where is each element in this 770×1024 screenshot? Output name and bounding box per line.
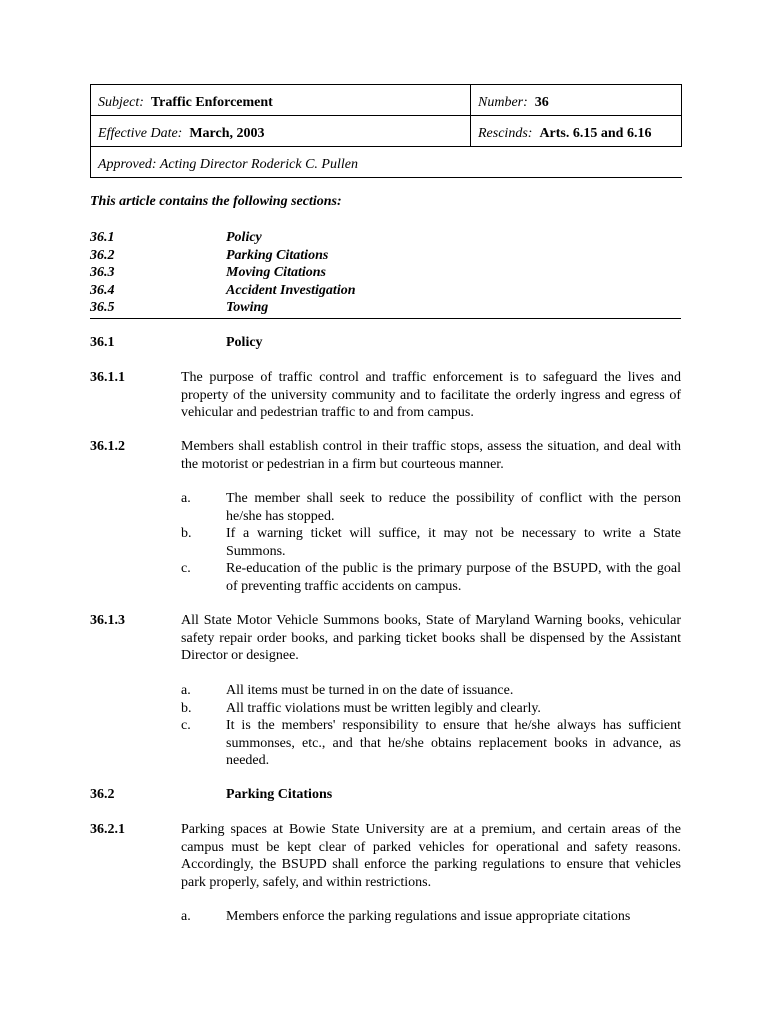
section-number: 36.2	[90, 787, 115, 802]
section-title: Parking Citations	[226, 787, 333, 802]
list-item	[181, 908, 681, 926]
item-letter: b.	[181, 526, 192, 541]
sublist-36-2-1	[181, 908, 681, 926]
paragraph-36-2-1	[90, 821, 681, 891]
toc-item	[90, 299, 681, 317]
item-text: The member shall seek to reduce the possibility of conflict with the person he/she has stopped.	[226, 491, 681, 524]
sublist-36-1-2	[181, 490, 681, 595]
item-text: Re-education of the public is the primary purpose of the BSUPD, with the goal of preventing traffic accidents on campus.	[226, 561, 681, 594]
toc-number: 36.5	[90, 300, 115, 315]
list-item	[181, 560, 681, 595]
number-value: 36	[534, 95, 549, 110]
sublist-36-1-3	[181, 682, 681, 770]
paragraph-text: Parking spaces at Bowie State University are at a premium, and certain areas of the campus must be kept clear of parked vehicles for operational and safety reasons. Accordingly, the BSUPD shall enforce the parking regulations to ensure that vehicles park properly, safely, and within restrictions.	[181, 822, 681, 890]
item-text: All items must be turned in on the date of issuance.	[226, 683, 514, 698]
header-row-approved	[91, 147, 682, 177]
effective-value: March, 2003	[189, 126, 265, 141]
number-label: Number:	[478, 95, 528, 110]
paragraph-36-1-3	[90, 612, 681, 665]
subject-label: Subject:	[98, 95, 144, 110]
toc-item	[90, 229, 681, 247]
paragraph-36-1-1	[90, 369, 681, 422]
item-letter: a.	[181, 909, 191, 924]
section-list	[90, 229, 681, 319]
toc-number: 36.4	[90, 282, 115, 298]
rescinds-label: Rescinds:	[478, 126, 533, 141]
header-row-subject	[91, 85, 682, 116]
item-letter: a.	[181, 683, 191, 698]
item-letter: c.	[181, 561, 191, 576]
item-letter: a.	[181, 491, 191, 506]
toc-title: Moving Citations	[226, 265, 326, 280]
toc-number: 36.1	[90, 230, 115, 245]
paragraph-number: 36.2.1	[90, 822, 125, 837]
header-row-effective	[91, 116, 682, 147]
toc-number: 36.3	[90, 265, 115, 280]
paragraph-number: 36.1.1	[90, 370, 125, 385]
toc-item	[90, 247, 681, 265]
toc-number: 36.2	[90, 247, 115, 263]
paragraph-text: The purpose of traffic control and traffic enforcement is to safeguard the lives and property of the university community and to facilitate the orderly ingress and egress of vehicular and pedestrian traffic to and from campus.	[181, 370, 681, 420]
rescinds-value: Arts. 6.15 and 6.16	[539, 126, 652, 141]
header-table	[90, 84, 682, 178]
toc-title: Parking Citations	[226, 247, 329, 263]
section-heading-36-2	[90, 786, 333, 804]
paragraph-36-1-2	[90, 438, 681, 473]
number-cell	[471, 85, 682, 115]
item-text: If a warning ticket will suffice, it may not be necessary to write a State Summons.	[226, 526, 681, 559]
section-title: Policy	[226, 335, 263, 350]
effective-label: Effective Date:	[98, 126, 183, 141]
rescinds-cell	[471, 116, 682, 146]
subject-value: Traffic Enforcement	[150, 95, 273, 110]
item-text: Members enforce the parking regulations and issue appropriate citations	[226, 909, 631, 924]
approved-text: Approved: Acting Director Roderick C. Pullen	[98, 157, 358, 172]
intro-text: This article contains the following sections:	[90, 194, 342, 209]
item-text: All traffic violations must be written legibly and clearly.	[226, 700, 541, 716]
toc-title: Accident Investigation	[226, 282, 356, 298]
toc-title: Policy	[226, 230, 262, 245]
section-heading-36-1	[90, 334, 263, 352]
toc-item	[90, 264, 681, 282]
toc-item	[90, 282, 681, 300]
list-item	[181, 717, 681, 770]
subject-cell	[91, 85, 471, 115]
list-item	[181, 490, 681, 525]
item-text: It is the members' responsibility to ensure that he/she always has sufficient summonses, etc., and that he/she obtains replacement books in advance, as needed.	[226, 718, 681, 768]
item-letter: b.	[181, 700, 192, 716]
paragraph-number: 36.1.3	[90, 613, 125, 628]
approved-cell	[91, 147, 682, 177]
effective-cell	[91, 116, 471, 146]
toc-title: Towing	[226, 300, 269, 315]
list-item	[181, 525, 681, 560]
paragraph-text: All State Motor Vehicle Summons books, State of Maryland Warning books, vehicular safety repair order books, and parking ticket books shall be dispensed by the Assistant Director or designee.	[181, 613, 681, 663]
section-number: 36.1	[90, 335, 115, 350]
list-item	[181, 700, 681, 718]
paragraph-number: 36.1.2	[90, 439, 125, 454]
list-item	[181, 682, 681, 700]
paragraph-text: Members shall establish control in their traffic stops, assess the situation, and deal with the motorist or pedestrian in a firm but courteous manner.	[181, 439, 681, 472]
item-letter: c.	[181, 718, 191, 733]
